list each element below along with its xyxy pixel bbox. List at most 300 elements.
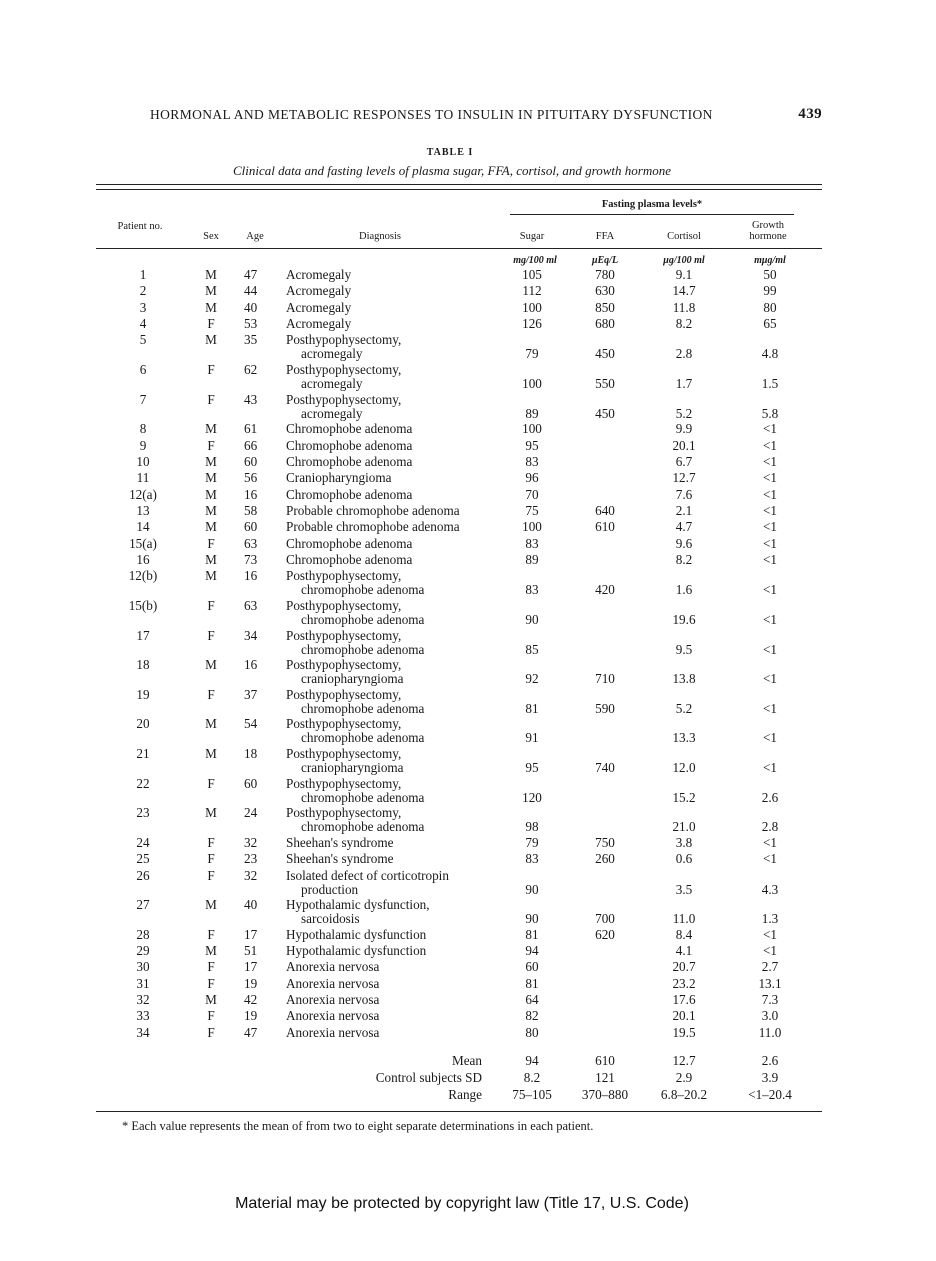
diagnosis-line-1: Posthypophysectomy, [286, 775, 402, 791]
sex-cell: M [205, 470, 217, 486]
patient-no-cell: 26 [136, 867, 150, 883]
sugar-cell: 96 [525, 470, 539, 486]
growth-hormone-cell: <1 [762, 486, 778, 502]
patient-no-cell: 30 [136, 959, 150, 975]
diagnosis-cell [286, 569, 508, 597]
diagnosis-cell [286, 960, 508, 974]
copyright-notice: Material may be protected by copyright law (Title 17, U.S. Code) [235, 1195, 689, 1212]
sugar-cell: 120 [522, 789, 542, 805]
diagnosis-cell [286, 455, 508, 469]
growth-hormone-cell: 4.3 [761, 881, 779, 897]
diagnosis-line-1: Hypothalamic dysfunction, [286, 897, 430, 913]
summary-sugar: 94 [525, 1053, 539, 1068]
patient-no-cell: 18 [136, 657, 150, 673]
growth-hormone-cell: 7.3 [761, 992, 779, 1008]
sex-cell: F [207, 316, 215, 332]
diagnosis-cell [286, 717, 508, 745]
summary-cortisol: 12.7 [672, 1053, 696, 1068]
diagnosis-cell [286, 363, 508, 391]
sex-cell: F [207, 535, 215, 551]
ffa-cell: 780 [595, 267, 615, 282]
patient-no-cell: 12(a) [129, 486, 157, 502]
ffa-cell: 700 [595, 911, 615, 927]
diagnosis-cell [286, 777, 508, 805]
diagnosis-line-1: Hypothalamic dysfunction [286, 926, 427, 942]
cortisol-cell: 9.5 [675, 641, 693, 657]
diagnosis-line-2: chromophobe adenoma [301, 582, 425, 598]
growth-hormone-cell: 11.0 [758, 1024, 782, 1040]
cortisol-cell: 9.1 [675, 267, 693, 282]
summary-growth-hormone: 3.9 [761, 1070, 779, 1085]
age-cell: 58 [244, 503, 258, 518]
sex-cell: M [205, 503, 217, 518]
patient-no-cell: 22 [136, 775, 150, 791]
cortisol-cell: 19.5 [672, 1024, 696, 1040]
age-cell: 53 [244, 316, 258, 332]
patient-no-cell: 5 [139, 332, 147, 348]
growth-hormone-cell: 80 [763, 299, 777, 315]
cortisol-cell: 11.8 [672, 299, 696, 315]
sex-cell: M [205, 657, 217, 673]
age-cell: 16 [244, 486, 258, 502]
patient-no-cell: 15(a) [129, 535, 157, 551]
diagnosis-line-1: Posthypophysectomy, [286, 746, 402, 761]
sugar-cell: 83 [525, 851, 539, 867]
unit-ffa: μEq/L [591, 255, 619, 266]
growth-hormone-cell: <1 [762, 470, 778, 486]
diagnosis-line-1: Craniopharyngioma [286, 470, 392, 486]
diagnosis-cell [286, 504, 508, 518]
diagnosis-line-2: chromophobe adenoma [301, 819, 425, 835]
cortisol-cell: 11.0 [672, 911, 696, 927]
diagnosis-cell [286, 333, 508, 361]
age-cell: 16 [244, 568, 258, 584]
diagnosis-line-1: Posthypophysectomy, [286, 716, 402, 732]
growth-hormone-cell: 2.6 [761, 789, 779, 805]
cortisol-cell: 21.0 [672, 819, 696, 835]
age-cell: 40 [244, 299, 258, 315]
diagnosis-line-2: acromegaly [301, 376, 363, 391]
diagnosis-line-2: chromophobe adenoma [301, 789, 425, 805]
diagnosis-line-1: Acromegaly [286, 299, 352, 315]
sugar-cell: 90 [525, 881, 539, 897]
growth-hormone-cell: <1 [762, 760, 778, 775]
sugar-cell: 79 [525, 346, 539, 362]
ffa-cell: 550 [595, 376, 615, 391]
cortisol-cell: 2.8 [675, 346, 693, 362]
sex-cell: F [207, 1024, 215, 1040]
cortisol-cell: 15.2 [672, 789, 696, 805]
summary-sugar: 75–105 [512, 1087, 552, 1102]
growth-hormone-cell: <1 [762, 552, 778, 567]
patient-no-cell: 8 [139, 421, 147, 437]
growth-hormone-cell: <1 [762, 519, 778, 535]
cortisol-cell: 19.6 [672, 612, 696, 627]
diagnosis-line-2: craniopharyngioma [301, 760, 404, 775]
header-age: Age [246, 231, 264, 242]
ffa-cell: 850 [595, 299, 615, 315]
diagnosis-line-1: Chromophobe adenoma [286, 437, 413, 453]
patient-no-cell: 7 [139, 391, 147, 407]
summary-growth-hormone: 2.6 [761, 1053, 779, 1068]
sugar-cell: 112 [522, 283, 542, 299]
diagnosis-cell [286, 520, 508, 534]
diagnosis-cell [286, 806, 508, 834]
sugar-cell: 100 [522, 299, 542, 315]
header-diagnosis: Diagnosis [359, 231, 401, 242]
diagnosis-line-1: Chromophobe adenoma [286, 453, 413, 469]
sugar-cell: 89 [525, 405, 539, 421]
diagnosis-line-2: chromophobe adenoma [301, 700, 425, 716]
header-patient-no: Patient no. [117, 221, 163, 232]
growth-hormone-cell: <1 [762, 943, 778, 958]
diagnosis-cell [286, 393, 508, 421]
growth-hormone-cell: 1.5 [761, 376, 779, 391]
growth-hormone-cell: <1 [762, 582, 778, 598]
diagnosis-line-2: sarcoidosis [301, 911, 360, 927]
sex-cell: M [205, 299, 217, 315]
patient-no-cell: 21 [136, 746, 150, 761]
diagnosis-line-1: Posthypophysectomy, [286, 391, 402, 407]
table-caption: Clinical data and fasting levels of plasma sugar, FFA, cortisol, and growth hormone [232, 163, 672, 178]
sex-cell: M [205, 746, 217, 761]
diagnosis-line-1: Hypothalamic dysfunction [286, 943, 427, 958]
sugar-cell: 90 [525, 911, 539, 927]
sugar-cell: 81 [525, 700, 539, 716]
patient-no-cell: 29 [136, 943, 150, 958]
growth-hormone-cell: <1 [762, 453, 778, 469]
sugar-cell: 95 [525, 760, 539, 775]
age-cell: 43 [244, 391, 258, 407]
ffa-cell: 710 [595, 671, 615, 687]
diagnosis-line-1: Sheehan's syndrome [286, 851, 394, 867]
sugar-cell: 64 [525, 992, 539, 1008]
diagnosis-cell [286, 284, 508, 298]
sugar-cell: 82 [525, 1008, 539, 1024]
sex-cell: M [205, 486, 217, 502]
bottom-rule [96, 1111, 822, 1112]
sugar-cell: 95 [525, 437, 539, 453]
diagnosis-line-1: Anorexia nervosa [286, 1008, 380, 1024]
ffa-cell: 610 [595, 519, 615, 535]
cortisol-cell: 9.9 [675, 421, 693, 437]
patient-no-cell: 4 [139, 316, 147, 332]
sugar-cell: 81 [525, 975, 539, 991]
sex-cell: F [207, 851, 215, 867]
sex-cell: F [207, 959, 215, 975]
sugar-cell: 94 [525, 943, 539, 958]
age-cell: 42 [244, 992, 258, 1008]
sex-cell: M [205, 943, 217, 958]
sugar-cell: 79 [525, 834, 539, 850]
growth-hormone-cell: 3.0 [761, 1008, 779, 1024]
age-cell: 24 [244, 805, 258, 821]
growth-hormone-cell: 2.8 [761, 819, 779, 835]
diagnosis-cell [286, 852, 508, 866]
patient-no-cell: 31 [136, 975, 150, 991]
header-ffa: FFA [595, 231, 615, 242]
summary-cortisol: 6.8–20.2 [660, 1087, 708, 1102]
sex-cell: M [205, 332, 217, 348]
diagnosis-cell [286, 836, 508, 850]
diagnosis-line-1: Posthypophysectomy, [286, 568, 402, 584]
age-cell: 47 [244, 1024, 258, 1040]
diagnosis-line-1: Posthypophysectomy, [286, 657, 402, 673]
sugar-cell: 83 [525, 582, 539, 598]
age-cell: 32 [244, 834, 258, 850]
growth-hormone-cell: <1 [762, 834, 778, 850]
cortisol-cell: 4.1 [675, 943, 693, 958]
sugar-cell: 70 [525, 486, 539, 502]
patient-no-cell: 17 [136, 627, 150, 643]
growth-hormone-cell: 2.7 [761, 959, 779, 975]
diagnosis-line-2: acromegaly [301, 405, 363, 421]
patient-no-cell: 27 [136, 897, 150, 913]
growth-hormone-cell: 5.8 [761, 405, 779, 421]
age-cell: 73 [244, 552, 258, 567]
ffa-cell: 620 [595, 926, 615, 942]
patient-no-cell: 15(b) [128, 598, 158, 613]
diagnosis-line-1: Probable chromophobe adenoma [286, 503, 460, 518]
sex-cell: M [205, 283, 217, 299]
patient-no-cell: 9 [139, 437, 147, 453]
sex-cell: M [205, 897, 217, 913]
cortisol-cell: 8.4 [675, 926, 693, 942]
sugar-cell: 98 [525, 819, 539, 835]
growth-hormone-cell: 1.3 [761, 911, 779, 927]
sugar-cell: 80 [525, 1024, 539, 1040]
sugar-cell: 83 [525, 535, 539, 551]
patient-no-cell: 12(b) [128, 568, 158, 584]
age-cell: 40 [244, 897, 258, 913]
sex-cell: M [205, 568, 217, 584]
patient-no-cell: 11 [136, 470, 150, 486]
diagnosis-line-1: Anorexia nervosa [286, 992, 380, 1008]
diagnosis-line-1: Chromophobe adenoma [286, 486, 413, 502]
growth-hormone-cell: 65 [763, 316, 777, 332]
page-number: 439 [798, 106, 822, 122]
diagnosis-line-2: chromophobe adenoma [301, 612, 425, 627]
header-growth-hormone: Growth hormone [749, 220, 787, 242]
cortisol-cell: 1.6 [675, 582, 693, 598]
cortisol-cell: 6.7 [675, 453, 693, 469]
table-label: TABLE I [426, 147, 474, 158]
growth-hormone-cell: 99 [763, 283, 777, 299]
unit-cortisol: μg/100 ml [663, 255, 705, 266]
growth-hormone-cell: <1 [762, 535, 778, 551]
patient-no-cell: 13 [136, 503, 150, 518]
age-cell: 17 [244, 959, 258, 975]
age-cell: 56 [244, 470, 258, 486]
ffa-cell: 680 [595, 316, 615, 332]
sugar-cell: 105 [522, 267, 542, 282]
diagnosis-line-1: Anorexia nervosa [286, 959, 380, 975]
diagnosis-line-1: Acromegaly [286, 267, 352, 282]
cortisol-cell: 20.7 [672, 959, 696, 975]
patient-no-cell: 14 [136, 519, 150, 535]
patient-no-cell: 33 [136, 1008, 150, 1024]
diagnosis-cell [286, 658, 508, 686]
diagnosis-line-2: chromophobe adenoma [301, 641, 425, 657]
age-cell: 19 [244, 975, 258, 991]
patient-no-cell: 1 [139, 267, 147, 282]
diagnosis-line-1: Posthypophysectomy, [286, 805, 402, 821]
patient-no-cell: 19 [136, 686, 150, 702]
cortisol-cell: 20.1 [672, 437, 696, 453]
cortisol-cell: 5.2 [675, 700, 693, 716]
diagnosis-cell [286, 488, 508, 502]
age-cell: 44 [244, 283, 258, 299]
patient-no-cell: 25 [136, 851, 150, 867]
summary-sugar: 8.2 [523, 1070, 541, 1085]
diagnosis-line-1: Posthypophysectomy, [286, 332, 402, 348]
sex-cell: F [207, 775, 215, 791]
age-cell: 62 [244, 362, 258, 377]
cortisol-cell: 2.1 [675, 503, 693, 518]
diagnosis-cell [286, 317, 508, 331]
age-cell: 47 [244, 267, 258, 282]
cortisol-cell: 5.2 [675, 405, 693, 421]
cortisol-cell: 4.7 [675, 519, 693, 535]
patient-no-cell: 23 [136, 805, 150, 821]
cortisol-cell: 13.3 [672, 730, 696, 746]
growth-hormone-cell: <1 [762, 851, 778, 867]
diagnosis-cell [286, 1026, 508, 1040]
patient-no-cell: 3 [139, 299, 147, 315]
diagnosis-cell [286, 599, 508, 627]
age-cell: 60 [244, 519, 258, 535]
diagnosis-cell [286, 553, 508, 567]
sex-cell: M [205, 267, 217, 282]
diagnosis-line-1: Acromegaly [286, 316, 352, 332]
diagnosis-cell [286, 268, 508, 282]
sex-cell: F [207, 437, 215, 453]
header-sugar: Sugar [519, 231, 545, 242]
summary-ffa: 121 [595, 1070, 615, 1085]
cortisol-cell: 12.0 [672, 760, 696, 775]
patient-no-cell: 28 [136, 926, 150, 942]
sex-cell: M [205, 453, 217, 469]
growth-hormone-cell: <1 [762, 503, 778, 518]
diagnosis-line-1: Chromophobe adenoma [286, 535, 413, 551]
diagnosis-cell [286, 1009, 508, 1023]
cortisol-cell: 9.6 [675, 535, 693, 551]
cortisol-cell: 13.8 [672, 671, 696, 687]
table-footnote: * Each value represents the mean of from two to eight separate determinations in each patient. [122, 1119, 594, 1133]
sex-cell: F [207, 1008, 215, 1024]
summary-ffa: 370–880 [581, 1087, 629, 1102]
patient-no-cell: 34 [136, 1024, 150, 1040]
age-cell: 63 [244, 535, 258, 551]
age-cell: 17 [244, 926, 258, 942]
cortisol-cell: 3.8 [675, 834, 693, 850]
sex-cell: M [205, 805, 217, 821]
sugar-cell: 91 [525, 730, 539, 746]
sex-cell: F [207, 867, 215, 883]
age-cell: 23 [244, 851, 258, 867]
sugar-cell: 75 [525, 503, 539, 518]
ffa-cell: 420 [595, 582, 615, 598]
age-cell: 19 [244, 1008, 258, 1024]
diagnosis-line-1: Posthypophysectomy, [286, 598, 402, 613]
sex-cell: F [207, 362, 215, 377]
summary-cortisol: 2.9 [675, 1070, 693, 1085]
cortisol-cell: 7.6 [675, 486, 693, 502]
sugar-cell: 89 [525, 552, 539, 567]
sugar-cell: 90 [525, 612, 539, 627]
cortisol-cell: 3.5 [675, 881, 693, 897]
diagnosis-line-1: Acromegaly [286, 283, 352, 299]
diagnosis-cell [286, 422, 508, 436]
diagnosis-line-1: Chromophobe adenoma [286, 552, 413, 567]
diagnosis-cell [286, 537, 508, 551]
diagnosis-line-1: Anorexia nervosa [286, 975, 380, 991]
sex-cell: F [207, 926, 215, 942]
diagnosis-line-2: acromegaly [301, 346, 363, 362]
unit-growth-hormone: mμg/ml [754, 255, 786, 266]
running-head-title: HORMONAL AND METABOLIC RESPONSES TO INSULIN IN PITUITARY DYSFUNCTION [150, 107, 713, 122]
patient-no-cell: 32 [136, 992, 150, 1008]
patient-no-cell: 16 [136, 552, 150, 567]
age-cell: 35 [244, 332, 258, 348]
diagnosis-cell [286, 471, 508, 485]
unit-sugar: mg/100 ml [513, 255, 557, 266]
sex-cell: M [205, 716, 217, 732]
sugar-cell: 100 [522, 421, 542, 437]
cortisol-cell: 14.7 [672, 283, 696, 299]
cortisol-cell: 20.1 [672, 1008, 696, 1024]
growth-hormone-cell: <1 [762, 421, 778, 437]
diagnosis-line-1: Posthypophysectomy, [286, 627, 402, 643]
cortisol-cell: 17.6 [672, 992, 696, 1008]
sugar-cell: 81 [525, 926, 539, 942]
sex-cell: M [205, 992, 217, 1008]
growth-hormone-cell: <1 [762, 730, 778, 746]
ffa-cell: 590 [595, 700, 615, 716]
sex-cell: F [207, 598, 215, 613]
diagnosis-line-1: Anorexia nervosa [286, 1024, 380, 1040]
sex-cell: F [207, 627, 215, 643]
age-cell: 51 [244, 943, 258, 958]
header-sex: Sex [203, 231, 219, 242]
age-cell: 63 [244, 598, 258, 613]
diagnosis-cell [286, 688, 508, 716]
growth-hormone-cell: <1 [762, 641, 778, 657]
ffa-cell: 740 [595, 760, 615, 775]
diagnosis-line-2: chromophobe adenoma [301, 730, 425, 746]
growth-hormone-cell: <1 [762, 700, 778, 716]
cortisol-cell: 1.7 [675, 376, 693, 391]
sugar-cell: 83 [525, 453, 539, 469]
patient-no-cell: 2 [139, 283, 147, 299]
age-cell: 60 [244, 775, 258, 791]
diagnosis-line-1: Chromophobe adenoma [286, 421, 413, 437]
ffa-cell: 260 [595, 851, 615, 867]
diagnosis-cell [286, 993, 508, 1007]
diagnosis-cell [286, 439, 508, 453]
age-cell: 60 [244, 453, 258, 469]
cortisol-cell: 0.6 [675, 851, 693, 867]
diagnosis-line-1: Sheehan's syndrome [286, 834, 394, 850]
cortisol-cell: 8.2 [675, 316, 693, 332]
sugar-cell: 60 [525, 959, 539, 975]
sex-cell: M [205, 519, 217, 535]
fasting-group-header: Fasting plasma levels* [601, 199, 703, 210]
age-cell: 61 [244, 421, 258, 437]
growth-hormone-cell: 50 [763, 267, 777, 282]
growth-hormone-cell: <1 [762, 437, 778, 453]
diagnosis-line-2: production [301, 881, 359, 897]
